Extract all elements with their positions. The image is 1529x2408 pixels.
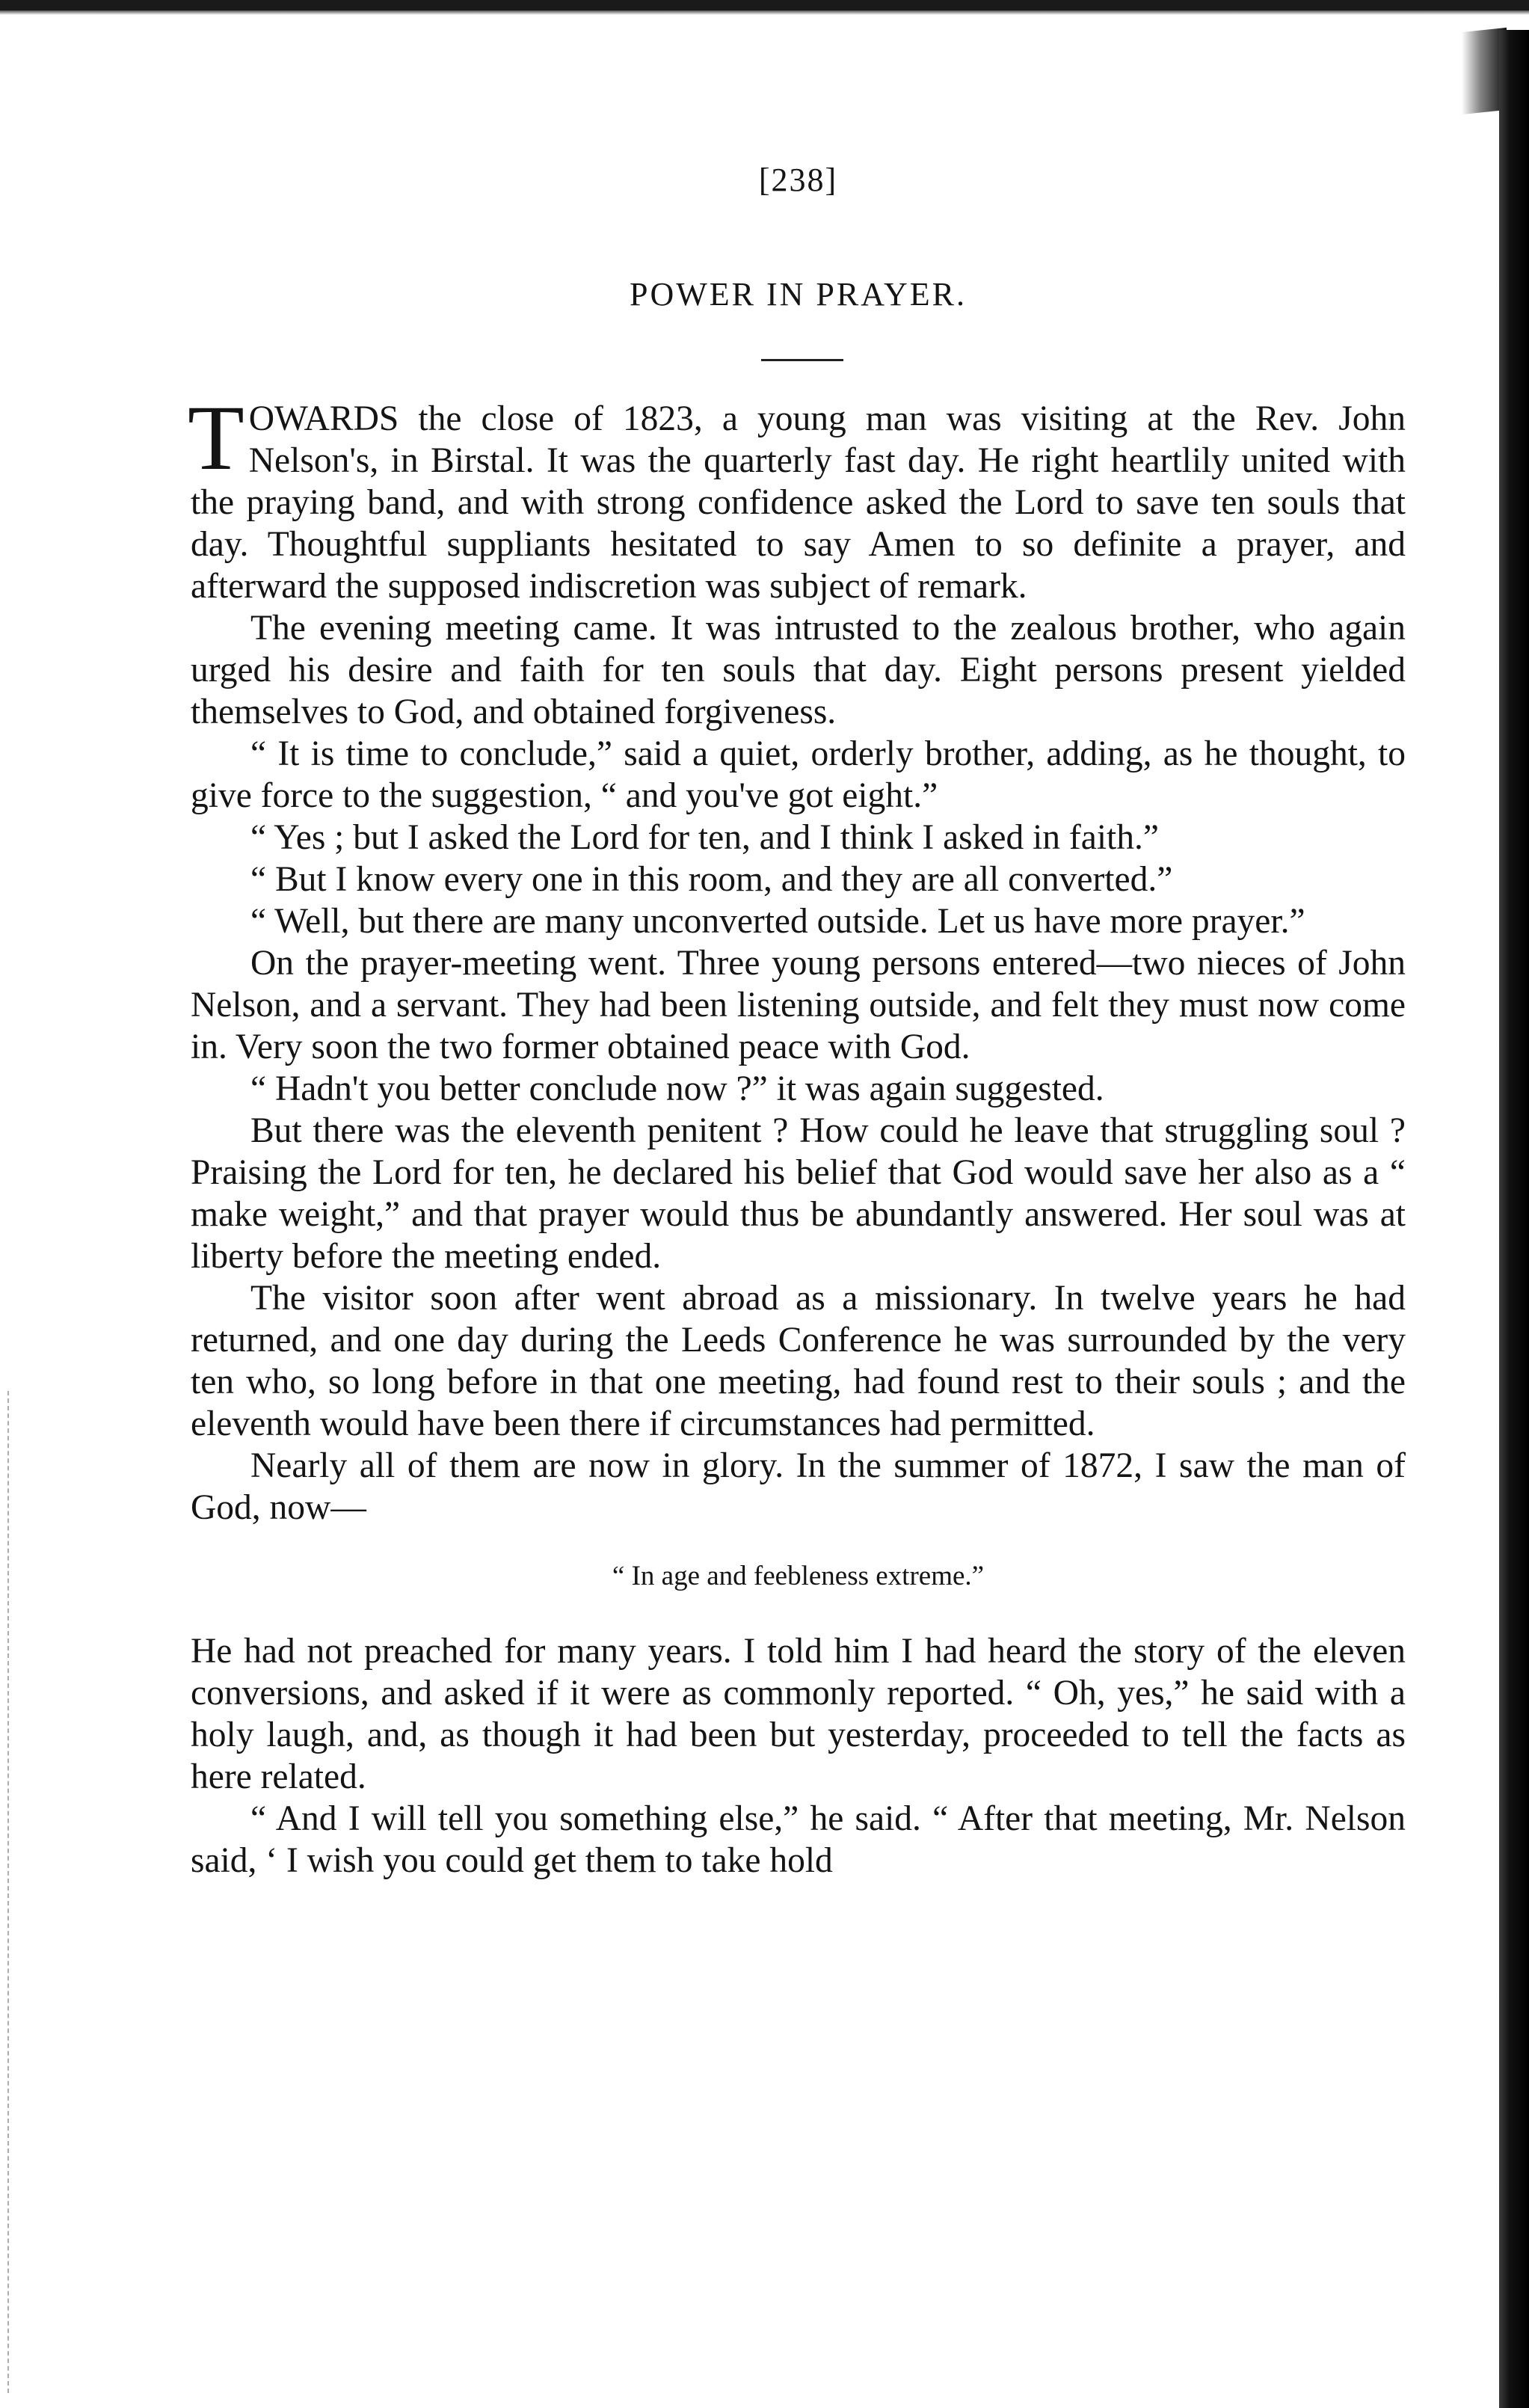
page-number: [238] <box>758 162 838 198</box>
drop-cap: T <box>188 387 244 489</box>
paragraph: On the prayer-meeting went. Three young persons entered—two nieces of John Nelson, and a servant. They had been listening outside, and felt they must now come in. Very soon the two former obtained peace with God. <box>191 944 1406 1066</box>
paragraph: But there was the eleventh penitent ? How could he leave that struggling soul ? Praising the Lord for ten, he declared his belief that God would save her also as a “ make weight,” and that prayer would thus be abundantly answered. Her soul was at liberty before the meeting ended. <box>191 1111 1406 1276</box>
paragraph: “ Well, but there are many unconverted outside. Let us have more prayer.” <box>250 902 1305 941</box>
paragraph: “ Yes ; but I asked the Lord for ten, and I think I asked in faith.” <box>250 818 1159 857</box>
paragraph: The evening meeting came. It was intrusted to the zealous brother, who again urged his desire and faith for ten souls that day. Eight persons present yielded themselves to God, and obtained forgiveness. <box>191 609 1406 731</box>
scan-right-edge <box>1499 30 1529 2408</box>
chapter-title: POWER IN PRAYER. <box>630 276 967 313</box>
scan-left-speckles <box>7 1391 13 2393</box>
scan-top-edge <box>0 0 1529 10</box>
paragraph: Nearly all of them are now in glory. In the summer of 1872, I saw the man of God, now— <box>191 1446 1406 1527</box>
paragraph: “ It is time to conclude,” said a quiet, orderly brother, adding, as he thought, to give force to the suggestion, “ and you've got eight.” <box>191 734 1406 815</box>
title-rule <box>761 359 843 361</box>
paragraph: The visitor soon after went abroad as a missionary. In twelve years he had returned, and one day during the Leeds Conference he was surrounded by the very ten who, so long before in that one meeting, had found rest to their souls ; and the eleventh would have been there if circumstances had permitted. <box>191 1279 1406 1443</box>
opening-paragraph <box>188 387 1406 607</box>
paragraph-continued: He had not preached for many years. I told him I had heard the story of the eleven conversions, and asked if it were as commonly reported. “ Oh, yes,” he said with a holy laugh, and, as though it had been but yesterday, proceeded to tell the facts as here related. <box>191 1632 1406 1796</box>
paragraph: “ And I will tell you something else,” he said. “ After that meeting, Mr. Nelson said, ‘ I wish you could get them to take hold <box>191 1799 1406 1880</box>
scan-top-edge-shadow <box>0 10 1529 15</box>
block-quote: “ In age and feebleness extreme.” <box>612 1561 985 1591</box>
paragraph: “ But I know every one in this room, and they are all converted.” <box>250 860 1173 899</box>
body-text <box>188 387 1406 1882</box>
paragraph: “ Hadn't you better conclude now ?” it was again suggested. <box>250 1069 1104 1108</box>
opening-paragraph-text: OWARDS the close of 1823, a young man was visiting at the Rev. John Nelson's, in Birstal. It was the quarterly fast day. He right heartlily united with the praying band, and with strong confidence asked the Lord to save ten souls that day. Thoughtful suppliants hesitated to say Amen to so definite a prayer, and afterward the supposed indiscretion was subject of remark. <box>191 399 1406 606</box>
